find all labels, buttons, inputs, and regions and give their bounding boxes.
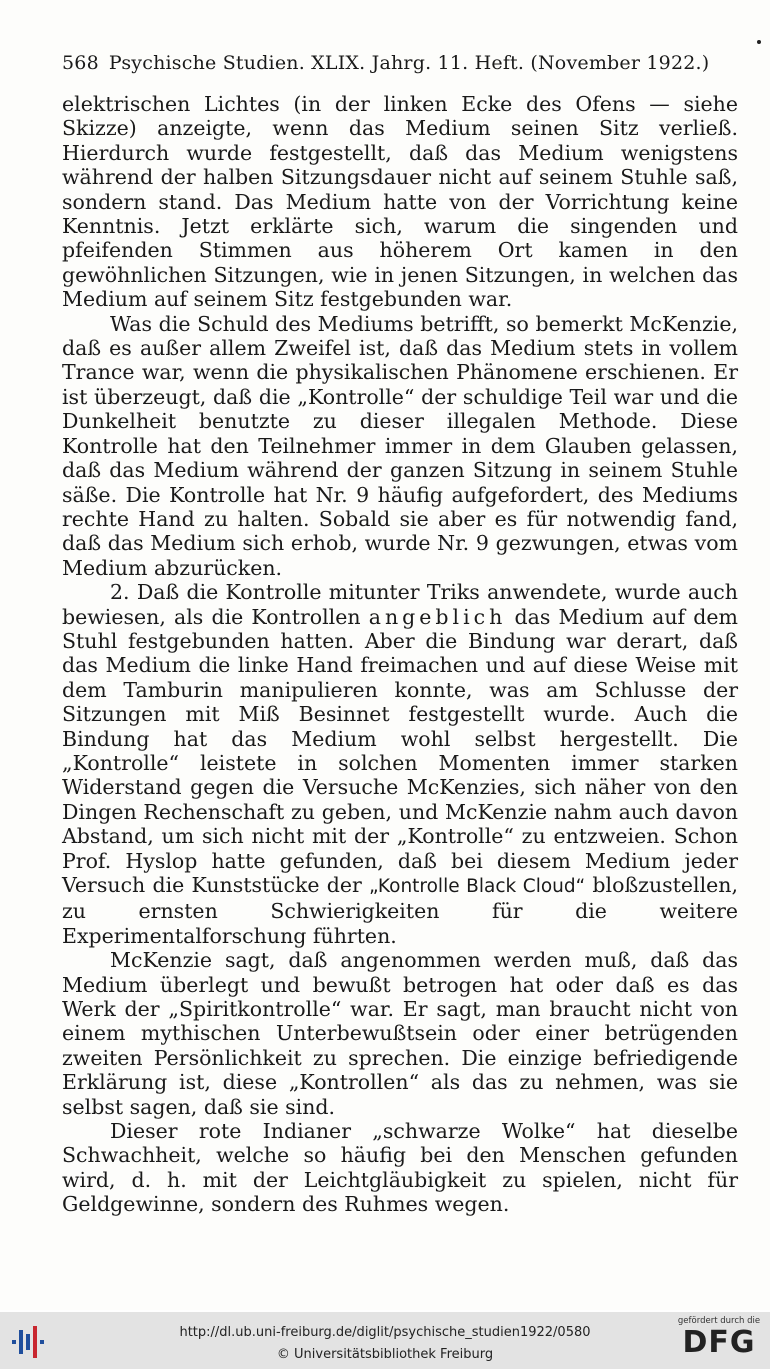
paragraph [62, 92, 738, 312]
paragraph [62, 312, 738, 580]
paragraph [62, 948, 738, 1119]
sans-emphasis: „Kontrolle Black Cloud“ [368, 876, 586, 897]
spaced-emphasis: angeblich [368, 604, 507, 629]
paragraph [62, 580, 738, 948]
body-text [62, 92, 738, 1217]
source-url[interactable]: http://dl.ub.uni-freiburg.de/diglit/psychische_studien1922/0580 [179, 1325, 591, 1340]
paragraph [62, 1119, 738, 1217]
text-run: elektrischen Lichtes (in der linken Ecke des Ofens — siehe Skizze) anzeigte, wenn das Medium seinen Sitz verließ. Hierdurch wurde festgestellt, daß das Medium wenigstens während der halben Sitzungsdauer nicht auf seinem Stuhle saß, sondern stand. Das Medium hatte von der Vorrichtung keine Kenntnis. Jetzt erklärte sich, warum die singenden und pfeifenden Stimmen aus höherem Ort kamen in den gewöhnlichen Sitzungen, wie in jenen Sitzungen, in welchen das Medium auf seinem Sitz festgebunden war. [62, 92, 738, 312]
page-number: 568 [62, 52, 99, 74]
text-run: bloßzustellen, zu ernsten Schwierigkeiten für die weitere Experimentalforschung führten. [62, 873, 738, 948]
viewer-footer [0, 1312, 770, 1369]
running-header [62, 52, 712, 74]
dfg-logo [676, 1316, 762, 1366]
text-run: 2. Daß die Kontrolle mitunter Triks anwendete, wurde auch bewiesen, als die Kontrollen [62, 580, 738, 629]
speck-mark [757, 40, 761, 44]
text-run: McKenzie sagt, daß angenommen werden muß, daß das Medium überlegt und bewußt betrogen hat oder daß es das Werk der „Spiritkontrolle“ war. Er sagt, man braucht nicht von einem mythischen Unterbewußtsein oder einer betrügenden zweiten Persönlichkeit zu sprechen. Die einzige befriedigende Erklärung ist, diese „Kontrollen“ als das zu nehmen, was sie selbst sagen, daß sie sind. [62, 948, 738, 1119]
running-title: Psychische Studien. XLIX. Jahrg. 11. Heft. (November 1922.) [108, 52, 710, 74]
dfg-caption: gefördert durch die [677, 1316, 761, 1326]
text-run: Was die Schuld des Mediums betrifft, so bemerkt McKenzie, daß es außer allem Zweifel ist, daß das Medium stets in vollem Trance war, wenn die physikalischen Phänomene erschienen. Er ist überzeugt, daß die „Kontrolle“ der schuldige Teil war und die Dunkelheit benutzte zu dieser illegalen Methode. Diese Kontrolle hat den Teilnehmer immer in dem Glauben gelassen, daß das Medium während der ganzen Sitzung in seinem Stuhle säße. Die Kontrolle hat Nr. 9 häufig aufgefordert, des Mediums rechte Hand zu halten. Sobald sie aber es für notwendig fand, daß das Medium sich erhob, wurde Nr. 9 gezwungen, etwas vom Medium abzurücken. [62, 311, 738, 580]
dfg-wordmark: DFG [682, 1325, 756, 1360]
text-run: das Medium auf dem Stuhl festgebunden hatten. Aber die Bindung war derart, daß das Medium die linke Hand freimachen und auf diese Weise mit dem Tamburin manipulieren konnte, was am Schlusse der Sitzungen mit Miß Besinnet festgestellt wurde. Auch die Bindung hat das Medium wohl selbst hergestellt. Die „Kontrolle“ leistete in solchen Momenten immer starken Widerstand gegen die Versuche McKenzies, sich näher von den Dingen Rechenschaft zu geben, und McKenzie nahm auch davon Abstand, um sich nicht mit der „Kontrolle“ zu entzweien. Schon Prof. Hyslop hatte gefunden, daß bei diesem Medium jeder Versuch die Kunststücke der [62, 604, 738, 897]
copyright-notice: © Universitätsbibliothek Freiburg [276, 1347, 494, 1362]
text-run: Dieser rote Indianer „schwarze Wolke“ hat dieselbe Schwachheit, welche so häufig bei den Menschen gefunden wird, d. h. mit der Leichtgläubigkeit zu spielen, nicht für Geldgewinne, sondern des Ruhmes wegen. [62, 1119, 738, 1217]
